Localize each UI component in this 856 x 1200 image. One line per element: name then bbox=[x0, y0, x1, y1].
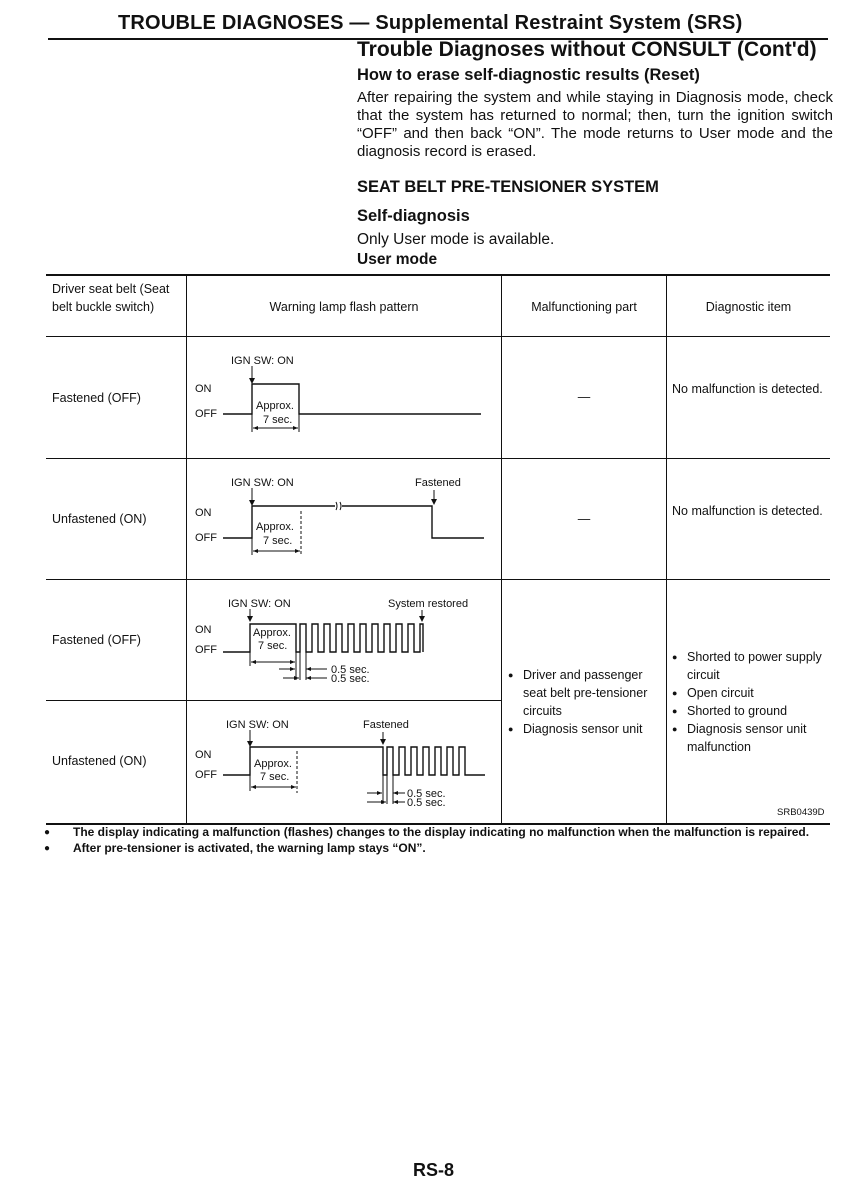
header-driver-seat-belt: Driver seat belt (Seat belt buckle switch) bbox=[52, 282, 170, 314]
table-top-rule bbox=[46, 274, 830, 276]
diagram-label-7sec: 7 sec. bbox=[263, 414, 293, 426]
diagram-label-fastened: Fastened bbox=[363, 719, 409, 731]
diagram-label-approx: Approx. bbox=[256, 400, 294, 412]
shared-part-item: ● Driver and passenger seat belt pre-tensioner circuits bbox=[508, 666, 663, 720]
row1-item: No malfunction is detected. bbox=[672, 382, 823, 396]
row3-state: Fastened (OFF) bbox=[52, 633, 141, 647]
diagram-label-7sec: 7 sec. bbox=[260, 771, 290, 783]
diagram-label-approx: Approx. bbox=[254, 758, 292, 770]
diagram-label-half-sec: 0.5 sec. bbox=[407, 788, 446, 800]
diagram-label-7sec: 7 sec. bbox=[258, 640, 288, 652]
row2-part: — bbox=[577, 512, 591, 526]
header-diagnostic-item: Diagnostic item bbox=[705, 300, 792, 314]
row2-state: Unfastened (ON) bbox=[52, 512, 147, 526]
shared-parts-list bbox=[508, 666, 663, 738]
shared-diag-item: ● Open circuit bbox=[672, 684, 827, 702]
reset-paragraph: After repairing the system and while staying in Diagnosis mode, check that the system has returned to normal; then, turn the ignition switch “OFF” and then back “ON”. The mode returns to User mode and the diagnosis record is erased. bbox=[357, 89, 833, 160]
note-item: ● After pre-tensioner is activated, the warning lamp stays “ON”. bbox=[44, 842, 834, 856]
diagram-label-on: ON bbox=[195, 383, 212, 395]
diagram-label-on: ON bbox=[195, 749, 212, 761]
diagnosis-table bbox=[46, 274, 830, 824]
diagram-label-on: ON bbox=[195, 624, 212, 636]
header-flash-pattern: Warning lamp flash pattern bbox=[269, 300, 419, 314]
diagram-label-off: OFF bbox=[195, 644, 217, 656]
row1-part: — bbox=[577, 390, 591, 404]
row1-state: Fastened (OFF) bbox=[52, 391, 141, 405]
diagram-label-off: OFF bbox=[195, 769, 217, 781]
header-malfunctioning-part: Malfunctioning part bbox=[531, 300, 637, 314]
diagram-label-half-sec: 0.5 sec. bbox=[331, 673, 370, 685]
diagram-label-off: OFF bbox=[195, 408, 217, 420]
shared-diag-item: ● Shorted to ground bbox=[672, 702, 827, 720]
diagram-label-fastened: Fastened bbox=[415, 477, 461, 489]
table-col-rule bbox=[501, 274, 502, 824]
diagram-label-half-sec: 0.5 sec. bbox=[407, 797, 446, 809]
page-number: RS-8 bbox=[413, 1160, 455, 1180]
diagram-fastened-off-malfunction bbox=[187, 580, 501, 700]
diagram-label-approx: Approx. bbox=[253, 627, 291, 639]
seat-belt-heading: SEAT BELT PRE-TENSIONER SYSTEM bbox=[357, 178, 659, 196]
row2-item: No malfunction is detected. bbox=[672, 504, 823, 518]
diagram-label-approx: Approx. bbox=[256, 521, 294, 533]
table-col-rule bbox=[666, 274, 667, 824]
diagram-unfastened-on-normal bbox=[187, 459, 501, 579]
shared-part-item: ● Diagnosis sensor unit bbox=[508, 720, 663, 738]
reset-heading: How to erase self-diagnostic results (Reset) bbox=[357, 66, 700, 84]
diagram-label-half-sec: 0.5 sec. bbox=[331, 664, 370, 676]
diagram-label-ign: IGN SW: ON bbox=[228, 598, 291, 610]
page-header bbox=[48, 8, 828, 40]
diagram-label-system-restored: System restored bbox=[388, 598, 469, 610]
page-title: TROUBLE DIAGNOSES — Supplemental Restraint System (SRS) bbox=[118, 12, 743, 34]
shared-diag-item: ● Diagnosis sensor unit malfunction bbox=[672, 720, 827, 756]
row4-state: Unfastened (ON) bbox=[52, 754, 147, 768]
diagram-label-off: OFF bbox=[195, 532, 217, 544]
diagram-label-ign: IGN SW: ON bbox=[231, 477, 294, 489]
section-subtitle: Trouble Diagnoses without CONSULT (Cont'd) bbox=[357, 38, 817, 61]
notes-list bbox=[44, 826, 834, 857]
diagram-label-on: ON bbox=[195, 507, 212, 519]
self-diagnosis-heading: Self-diagnosis bbox=[357, 207, 470, 225]
diagram-unfastened-on-malfunction bbox=[187, 701, 501, 823]
only-user-mode-text: Only User mode is available. bbox=[357, 231, 555, 248]
user-mode-heading: User mode bbox=[357, 251, 438, 268]
shared-diag-item: ● Shorted to power supply circuit bbox=[672, 648, 827, 684]
shared-items-list bbox=[672, 648, 827, 756]
diagram-label-7sec: 7 sec. bbox=[263, 535, 293, 547]
diagram-fastened-off-normal bbox=[187, 337, 501, 458]
diagram-label-ign: IGN SW: ON bbox=[226, 719, 289, 731]
figure-reference: SRB0439D bbox=[777, 807, 825, 818]
diagram-label-ign: IGN SW: ON bbox=[231, 355, 294, 367]
note-item: ● The display indicating a malfunction (flashes) changes to the display indicating no malfunction when the malfunction is repaired. bbox=[44, 826, 834, 840]
